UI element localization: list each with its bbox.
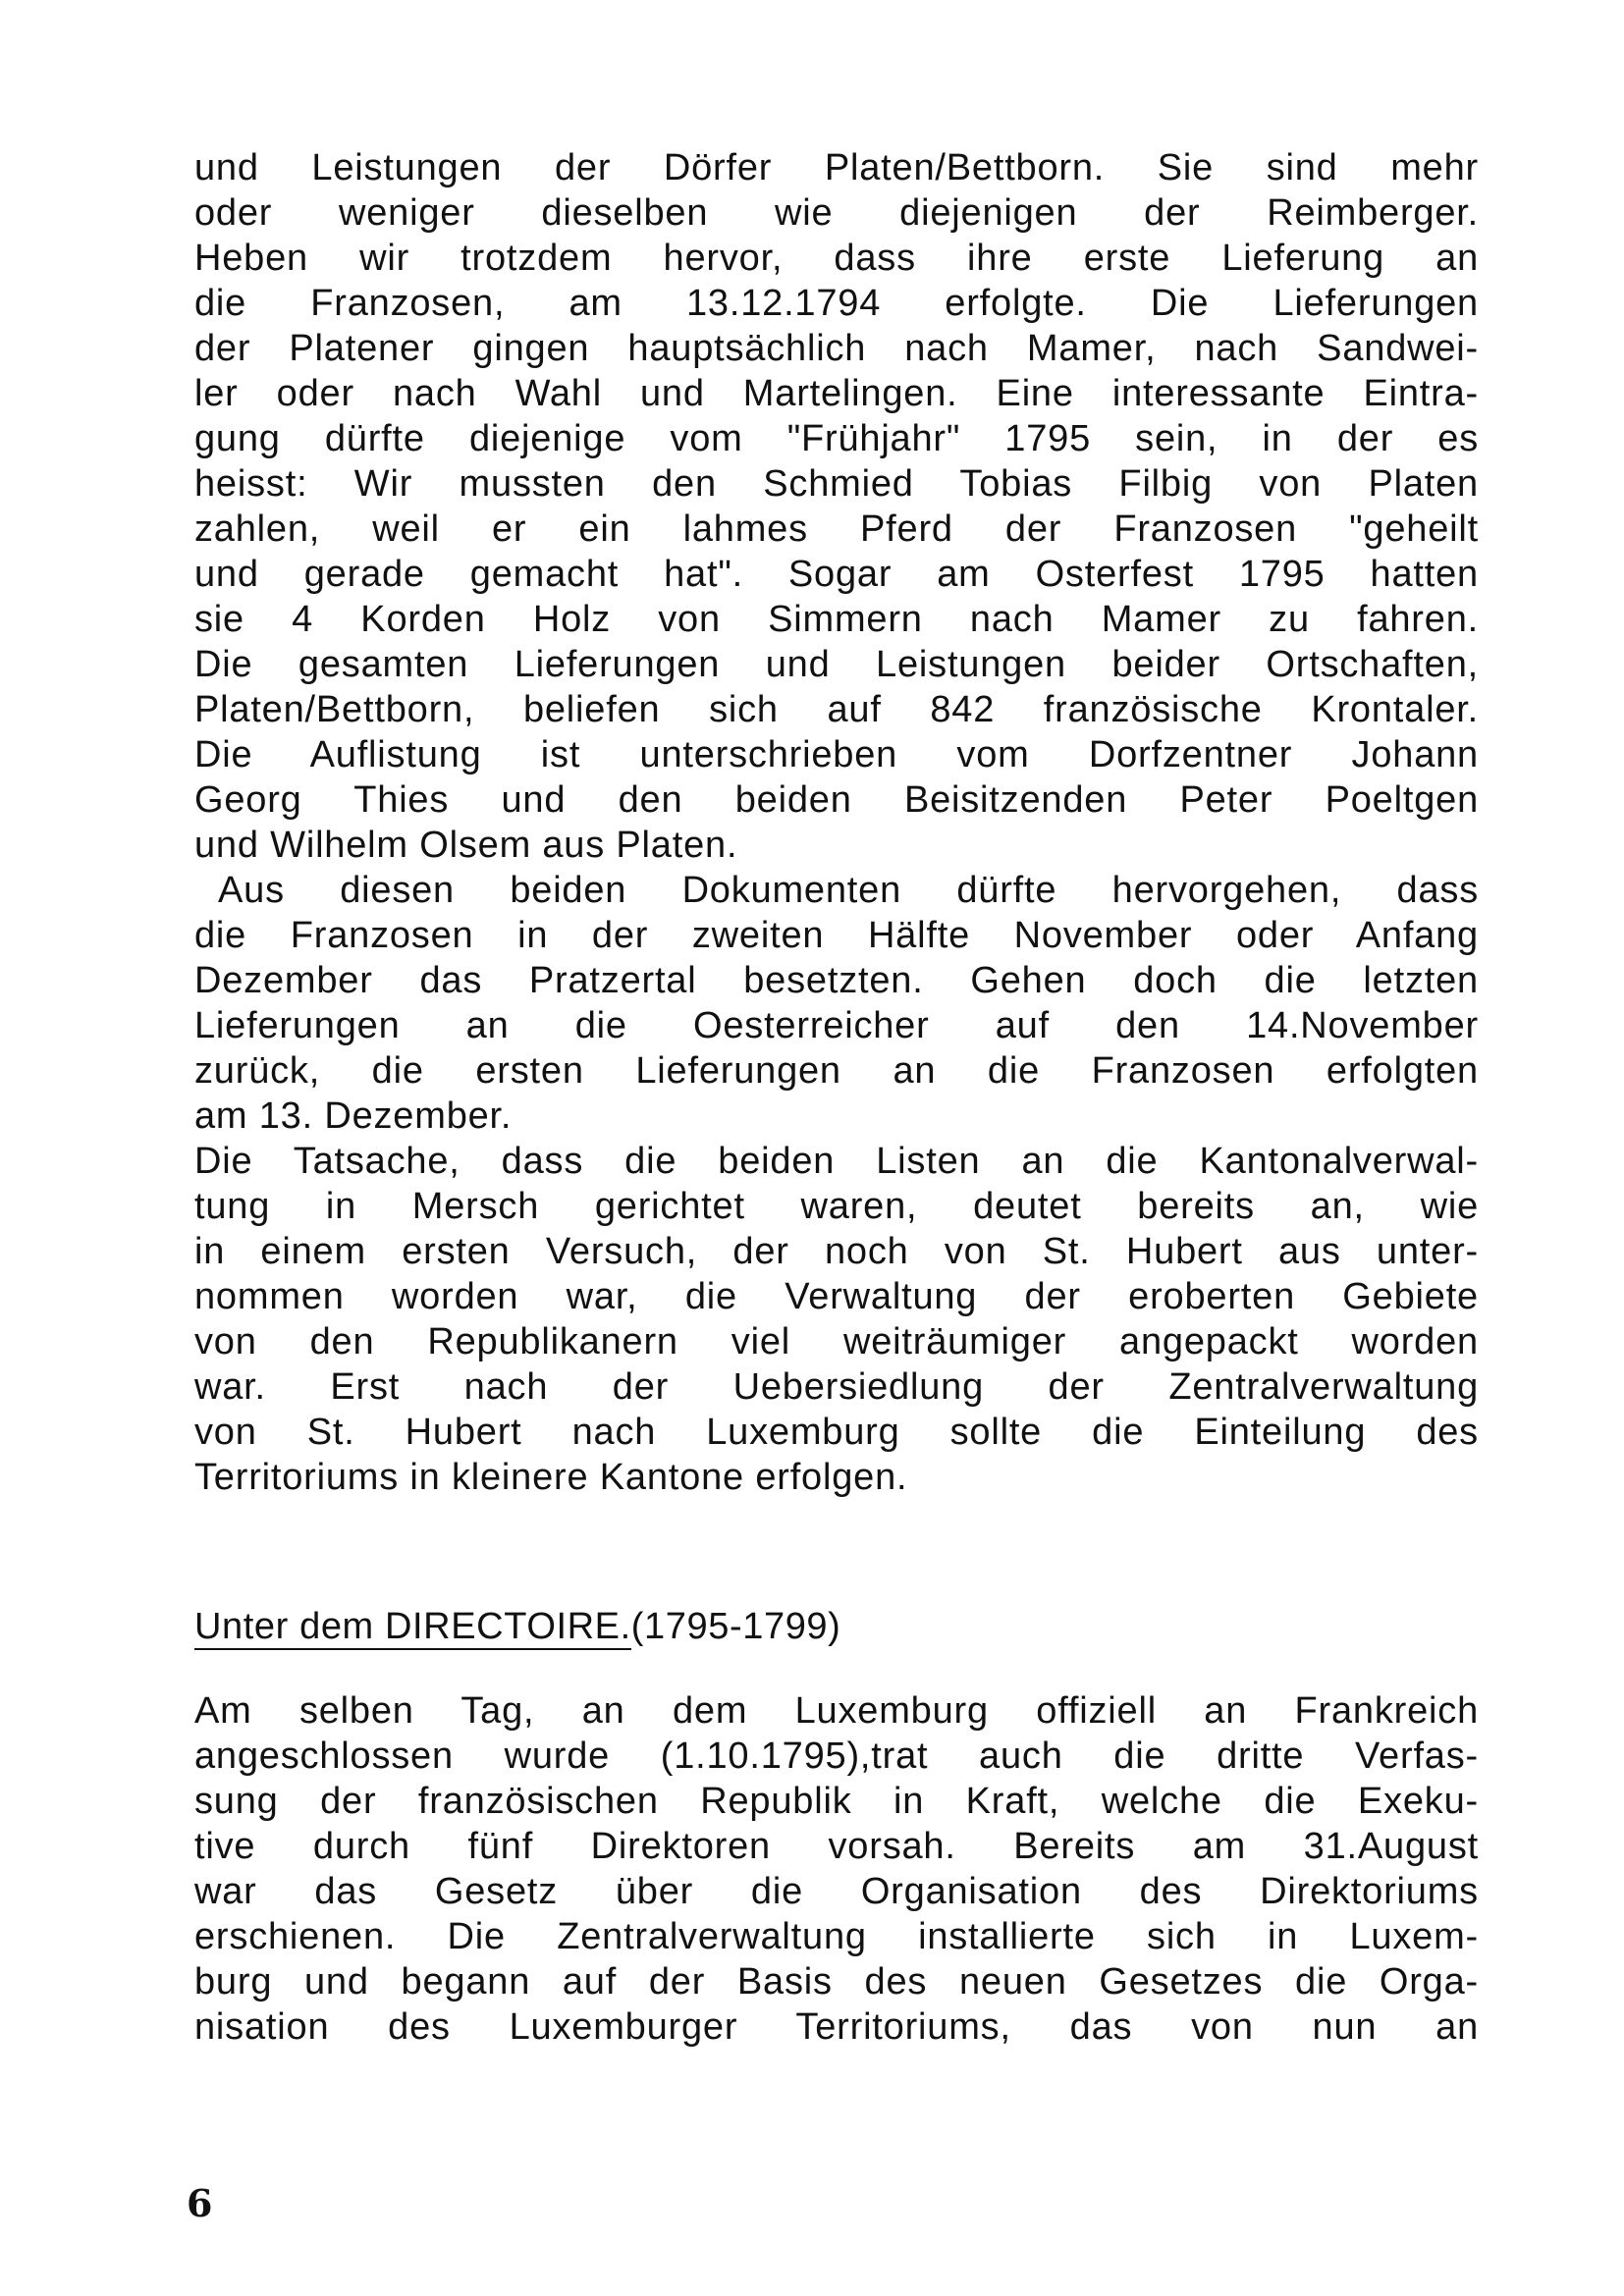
text-line: nisation des Luxemburger Territoriums, das von nun an xyxy=(194,2006,1479,2048)
text-line: Platen/Bettborn, beliefen sich auf 842 französische Krontaler. xyxy=(194,689,1479,730)
text-line: von St. Hubert nach Luxemburg sollte die Einteilung des xyxy=(194,1412,1479,1453)
text-line: Die Tatsache, dass die beiden Listen an die Kantonalverwal- xyxy=(194,1141,1479,1182)
text-line: heisst: Wir mussten den Schmied Tobias Filbig von Platen xyxy=(194,463,1479,505)
text-line: von den Republikanern viel weiträumiger angepackt worden xyxy=(194,1321,1479,1362)
text-line: am 13. Dezember. xyxy=(194,1095,513,1137)
text-line: Aus diesen beiden Dokumenten dürfte hervorgehen, dass xyxy=(218,870,1479,911)
text-line: Die Auflistung ist unterschrieben vom Dorfzentner Johann xyxy=(194,734,1479,775)
text-line: und Wilhelm Olsem aus Platen. xyxy=(194,825,738,866)
text-line: tive durch fünf Direktoren vorsah. Bereits am 31.August xyxy=(194,1826,1479,1867)
text-line: war. Erst nach der Uebersiedlung der Zentralverwaltung xyxy=(194,1366,1479,1408)
text-line: tung in Mersch gerichtet waren, deutet bereits an, wie xyxy=(194,1186,1479,1227)
text-line: in einem ersten Versuch, der noch von St. Hubert aus unter- xyxy=(194,1231,1479,1272)
text-line: die Franzosen in der zweiten Hälfte November oder Anfang xyxy=(194,915,1479,956)
paragraph-cantonal-administration xyxy=(194,1139,1479,1500)
paragraph-platen-deliveries xyxy=(194,145,1479,868)
text-line: zahlen, weil er ein lahmes Pferd der Franzosen "geheilt xyxy=(194,508,1479,550)
text-line: oder weniger dieselben wie diejenigen der Reimberger. xyxy=(194,192,1479,234)
text-line: angeschlossen wurde (1.10.1795),trat auch die dritte Verfas- xyxy=(194,1735,1479,1777)
text-line: die Franzosen, am 13.12.1794 erfolgte. Die Lieferungen xyxy=(194,283,1479,324)
paragraph-directoire xyxy=(194,1688,1479,2050)
text-line: sie 4 Korden Holz von Simmern nach Mamer zu fahren. xyxy=(194,599,1479,640)
text-line: und Leistungen der Dörfer Platen/Bettborn. Sie sind mehr xyxy=(194,147,1479,188)
text-line: sung der französischen Republik in Kraft, welche die Exeku- xyxy=(194,1781,1479,1822)
paragraph-occupation-dating xyxy=(194,868,1479,1139)
text-line: Heben wir trotzdem hervor, dass ihre erste Lieferung an xyxy=(194,238,1479,279)
text-line: zurück, die ersten Lieferungen an die Franzosen erfolgten xyxy=(194,1050,1479,1092)
text-line: Georg Thies und den beiden Beisitzenden Peter Poeltgen xyxy=(194,779,1479,821)
text-line: war das Gesetz über die Organisation des Direktoriums xyxy=(194,1871,1479,1912)
page-number: 6 xyxy=(187,2181,213,2225)
section-heading-years: (1795-1799) xyxy=(630,1606,841,1647)
text-line: Dezember das Pratzertal besetzten. Gehen doch die letzten xyxy=(194,960,1479,1001)
text-line: Lieferungen an die Oesterreicher auf den 14.November xyxy=(194,1005,1479,1046)
text-line: Am selben Tag, an dem Luxemburg offiziell an Frankreich xyxy=(194,1690,1479,1732)
section-heading-underlined: Unter dem DIRECTOIRE. xyxy=(194,1606,631,1650)
text-line: Die gesamten Lieferungen und Leistungen beider Ortschaften, xyxy=(194,644,1479,685)
section-heading xyxy=(194,1604,840,1649)
text-line: Territoriums in kleinere Kantone erfolgen. xyxy=(194,1457,908,1498)
text-line: nommen worden war, die Verwaltung der eroberten Gebiete xyxy=(194,1276,1479,1317)
text-line: erschienen. Die Zentralverwaltung installierte sich in Luxem- xyxy=(194,1916,1479,1957)
text-line: ler oder nach Wahl und Martelingen. Eine interessante Eintra- xyxy=(194,373,1479,414)
text-line: burg und begann auf der Basis des neuen Gesetzes die Orga- xyxy=(194,1961,1479,2002)
text-line: der Platener gingen hauptsächlich nach Mamer, nach Sandwei- xyxy=(194,328,1479,369)
text-line: gung dürfte diejenige vom "Frühjahr" 1795 sein, in der es xyxy=(194,418,1479,459)
text-line: und gerade gemacht hat". Sogar am Osterfest 1795 hatten xyxy=(194,554,1479,595)
